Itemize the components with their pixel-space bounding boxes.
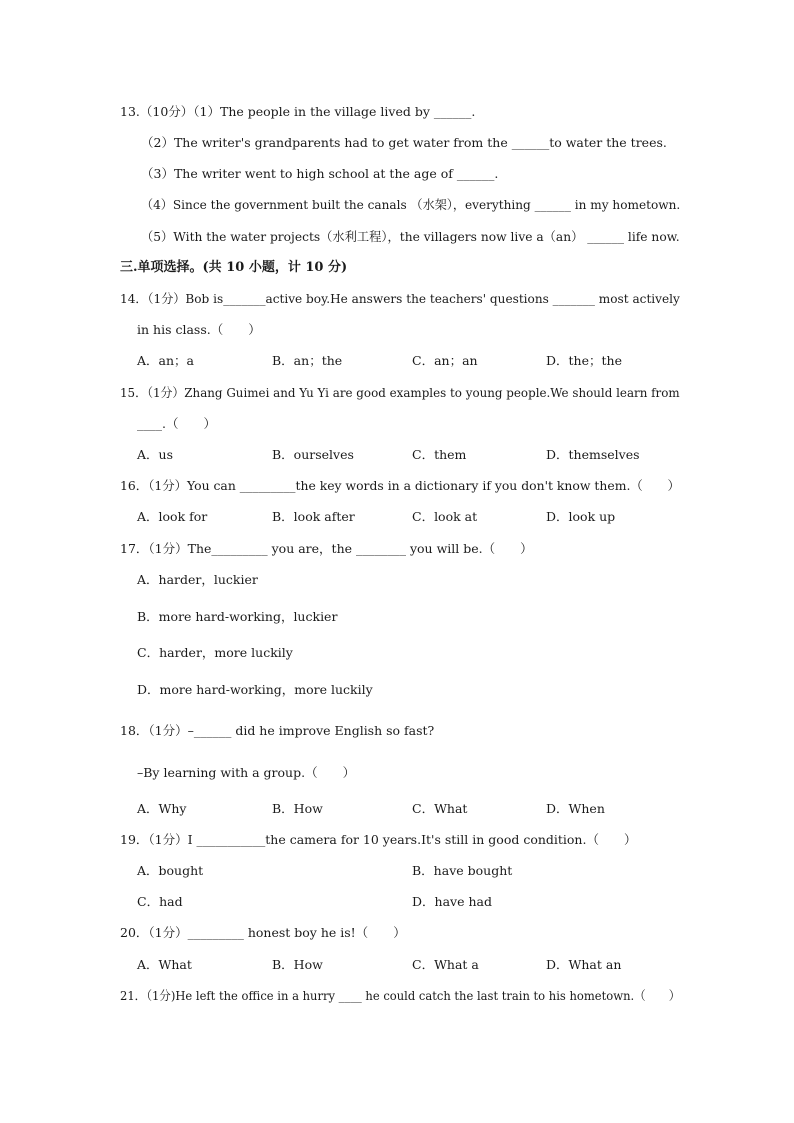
q15-option-b[interactable]: B．ourselves xyxy=(272,447,354,462)
q19-option-d[interactable]: D．have had xyxy=(412,894,492,909)
q20-stem: 20．（1分）_________ honest boy he is!（ ） xyxy=(120,925,406,940)
q13-line-1: 13.（10分）（1）The people in the village lived by ______. xyxy=(120,104,476,119)
q13-line-2: （2）The writer's grandparents had to get water from the ______to water the trees. xyxy=(141,135,667,150)
q17-stem: 17．（1分）The_________ you are，the ________ you will be.（ ） xyxy=(120,541,533,556)
q15-stem-line-1: 15．（1分）Zhang Guimei and Yu Yi are good examples to young people.We should learn from xyxy=(120,385,680,400)
q16-option-b[interactable]: B．look after xyxy=(272,509,355,524)
q15-stem-line-2: ____.（ ） xyxy=(137,416,216,431)
q18-option-c[interactable]: C．What xyxy=(412,801,468,816)
q13-line-5: （5）With the water projects（水利工程），the villagers now live a（an） ______ life now. xyxy=(141,229,680,244)
q16-option-d[interactable]: D．look up xyxy=(546,509,616,524)
q20-option-b[interactable]: B．How xyxy=(272,957,323,972)
q20-option-d[interactable]: D．What an xyxy=(546,957,622,972)
q14-stem-line-1: 14．（1分）Bob is_______active boy.He answers the teachers' questions _______ most actively xyxy=(120,291,680,306)
q17-option-b[interactable]: B．more hard-working，luckier xyxy=(137,609,338,624)
q20-option-a[interactable]: A．What xyxy=(137,957,192,972)
q13-line-4: （4）Since the government built the canals （水架），everything ______ in my hometown. xyxy=(141,197,681,212)
q18-option-b[interactable]: B．How xyxy=(272,801,323,816)
q19-option-c[interactable]: C．had xyxy=(137,894,183,909)
q19-stem: 19．（1分）I ___________the camera for 10 years.It's still in good condition.（ ） xyxy=(120,832,637,847)
q18-stem-line-1: 18．（1分）–______ did he improve English so fast? xyxy=(120,723,435,738)
q14-option-d[interactable]: D．the；the xyxy=(546,353,622,368)
q15-option-a[interactable]: A．us xyxy=(137,447,173,462)
q14-option-b[interactable]: B．an；the xyxy=(272,353,343,368)
q17-option-c[interactable]: C．harder，more luckily xyxy=(137,645,293,660)
q20-option-c[interactable]: C．What a xyxy=(412,957,479,972)
q16-option-c[interactable]: C．look at xyxy=(412,509,478,524)
q18-option-d[interactable]: D．When xyxy=(546,801,605,816)
section-title: 三.单项选择。(共 10 小题，计 10 分) xyxy=(120,260,348,275)
q19-option-a[interactable]: A．bought xyxy=(137,863,204,878)
q17-option-d[interactable]: D．more hard-working，more luckily xyxy=(137,682,373,697)
q15-option-d[interactable]: D．themselves xyxy=(546,447,640,462)
q14-option-c[interactable]: C．an；an xyxy=(412,353,478,368)
q14-option-a[interactable]: A．an；a xyxy=(137,353,194,368)
q18-option-a[interactable]: A．Why xyxy=(137,801,187,816)
q21-stem: 21．（1分)He left the office in a hurry ____ he could catch the last train to his hometown.（ ） xyxy=(120,988,681,1003)
q14-stem-line-2: in his class.（ ） xyxy=(137,322,261,337)
q16-option-a[interactable]: A．look for xyxy=(137,509,208,524)
q18-stem-line-2: –By learning with a group.（ ） xyxy=(137,765,356,780)
q16-stem: 16．（1分）You can _________the key words in a dictionary if you don't know them.（ ） xyxy=(120,478,680,493)
q19-option-b[interactable]: B．have bought xyxy=(412,863,513,878)
q15-option-c[interactable]: C．them xyxy=(412,447,467,462)
q17-option-a[interactable]: A．harder，luckier xyxy=(137,572,258,587)
q13-line-3: （3）The writer went to high school at the age of ______. xyxy=(141,166,499,181)
